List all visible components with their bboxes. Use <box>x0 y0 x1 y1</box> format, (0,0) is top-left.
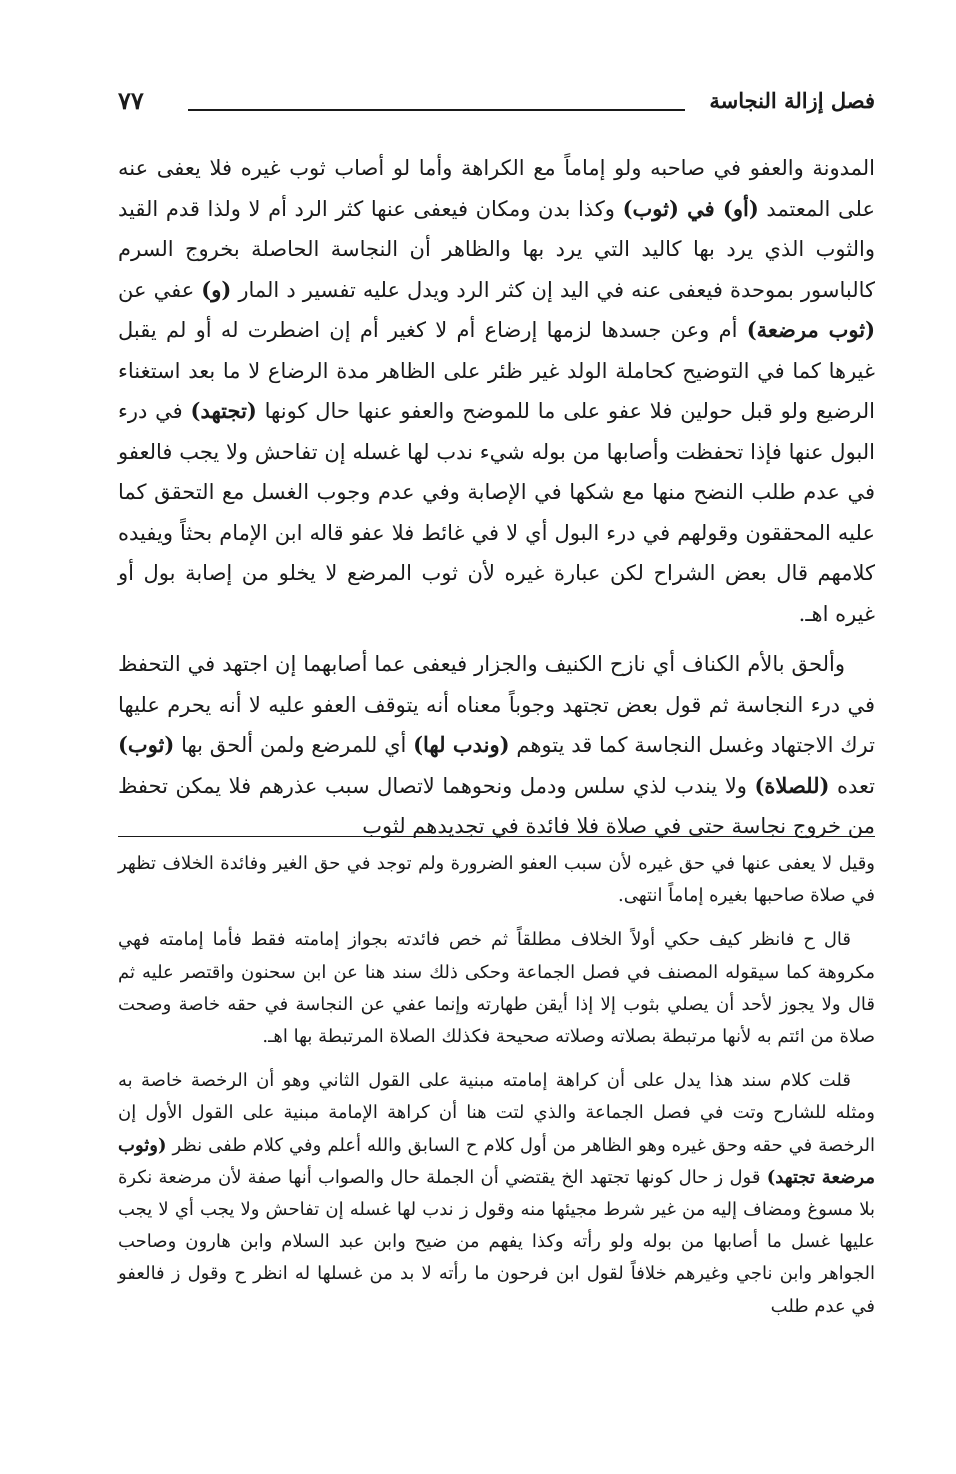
footnote-paragraph <box>118 924 875 1053</box>
footnote-paragraph <box>118 848 875 912</box>
footnote-separator <box>118 836 875 837</box>
bold-term: (تجتهد) <box>190 398 257 423</box>
text-segment: قلت كلام سند هذا يدل على أن كراهة إمامته مبنية على القول الثاني وهو أن الرخصة خاصة به ومثله للشارح وتت في فصل الجماعة والذي لتت هنا أن كراهة الإمامة مبنية على القول الأول إن الرخصة في حقه وحق غيره وهو الظاهر من أول كلام ح السابق والله أعلم وفي كلام طفى نظر <box>118 1070 875 1156</box>
footnotes <box>118 848 875 1323</box>
text-segment: أي للمرضع ولمن ألحق بها <box>174 733 414 757</box>
bold-term: (أو) في (ثوب) <box>622 195 759 221</box>
text-segment: تعده <box>829 773 875 798</box>
text-segment: أم وعن جسدها لزمها إرضاع أم لا كغير أم إن اضطرت له أو لم يقبل غيرها كما في التوضيح كحاملة الولد غير ظئر على الظاهر مدة الرضاع لا ما بعد استغناء الرضيع ولو قبل حولين فلا عفو على ما للموضح والعفو عنها حال كونها <box>118 318 875 423</box>
text-segment: وألحق بالأم الكناف أي نازح الكنيف والجزار فيعفى عما أصابهما إن اجتهد في التحفظ في درء النجاسة ثم قول بعض تجتهد وجوباً معناه أنه يتوقف العفو عليه لا أنه يحرم عليها ترك الاجتهاد وغسل النجاسة كما قد يتوهم <box>118 652 875 757</box>
page-header <box>118 82 875 122</box>
text-segment: وقيل لا يعفى عنها في حق غيره لأن سبب العفو الضرورة ولم توجد في حق الغير وفائدة الخلاف تظهر في صلاة صاحبها بغيره إماماً انتهى. <box>118 853 875 907</box>
bold-term: (وثوب مرضعة تجتهد) <box>118 1134 875 1188</box>
page-number: ٧٧ <box>118 86 144 115</box>
text-segment: في درء البول عنها فإذا تحفظت وأصابها من بوله شيء ندب لها غسله إن تفاحش ولا يجب فالعفو في عدم طلب النضح منها مع شكها في الإصابة وفي عدم وجوب الغسل مع التحقق كما عليه المحققون وقولهم في درء البول أي لا في غائط فلا عفو قاله ابن الإمام بحثاً ويفيده كلامهم قال بعض الشراح لكن عبارة غيره لأن ثوب المرضع لا يخلو من إصابة بول أو غيره اهـ. <box>118 399 875 626</box>
bold-term: (للصلاة) <box>754 772 830 798</box>
bold-term: (و) <box>201 276 232 302</box>
text-segment: قول ز حال كونها تجتهد الخ يقتضي أن الجملة حال والصواب أنها صفة لأن مرضعة نكرة بلا مسوغ ومضاف إليه من غير شرط مجيئها منه وقول ز ندب لها غسله إن تفاحش ولا يجب أي لا يجب عليها غسل ما أصابها من بوله ولو رأته وكذا يفهم من ضيح وابن عبد السلام وابن هارون وصاحب الجواهر وابن ناجي وغيرهم خلافاً لقول ابن فرحون ما رأته لا بد من غسلها له انظر ح وقول ز فالعفو في عدم طلب <box>118 1166 875 1317</box>
bold-term: (ثوب مرضعة) <box>746 317 875 342</box>
text-segment: عفي عن <box>118 277 202 302</box>
text-segment: وكذا بدن ومكان فيعفى عنها كثر الرد أم لا ولذا قدم القيد والثوب الذي يرد بها كاليد التي يرد بها والظاهر أن النجاسة الحاصلة بخروج السرم كالباسور بموحدة فيعفى عنه في اليد إن كثر الرد ويدل عليه تفسير د المار <box>118 196 875 302</box>
main-text <box>118 148 875 847</box>
text-segment: قال ح فانظر كيف حكي أولاً الخلاف مطلقاً ثم خص فائدته بجواز إمامته فقط فأما إمامته فهي مكروهة كما سيقوله المصنف في فصل الجماعة وحكى ذلك سند هنا عن ابن سحنون واقتصر عليه ثم قال ولا يجوز لأحد أن يصلي بثوب إلا إذا أيقن طهارته وإنما عفي عن النجاسة في حقه خاصة وصحت صلاة من ائتم به لأنها مرتبطة بصلاته وصلاته صحيحة فكذلك الصلاة المرتبطة بها اهـ. <box>118 929 875 1048</box>
bold-term: (وندب لها) <box>413 732 510 757</box>
header-rule <box>188 109 685 111</box>
footnote-paragraph <box>118 1065 875 1323</box>
text-segment: ولا يندب لذي سلس ودمل ونحوهما لاتصال سبب عذرهم فلا يمكن تحفظ من خروج نجاسة حتى في صلاة فلا فائدة في تجديدهم لثوب <box>118 773 875 838</box>
main-paragraph <box>118 148 875 634</box>
bold-term: (ثوب) <box>118 732 175 757</box>
running-title: فصل إزالة النجاسة <box>709 88 875 113</box>
text-segment: المدونة والعفو في صاحبه ولو إماماً مع الكراهة وأما لو أصاب ثوب غيره فلا يعفى عنه على المعتمد <box>118 156 875 221</box>
main-paragraph <box>118 644 875 847</box>
